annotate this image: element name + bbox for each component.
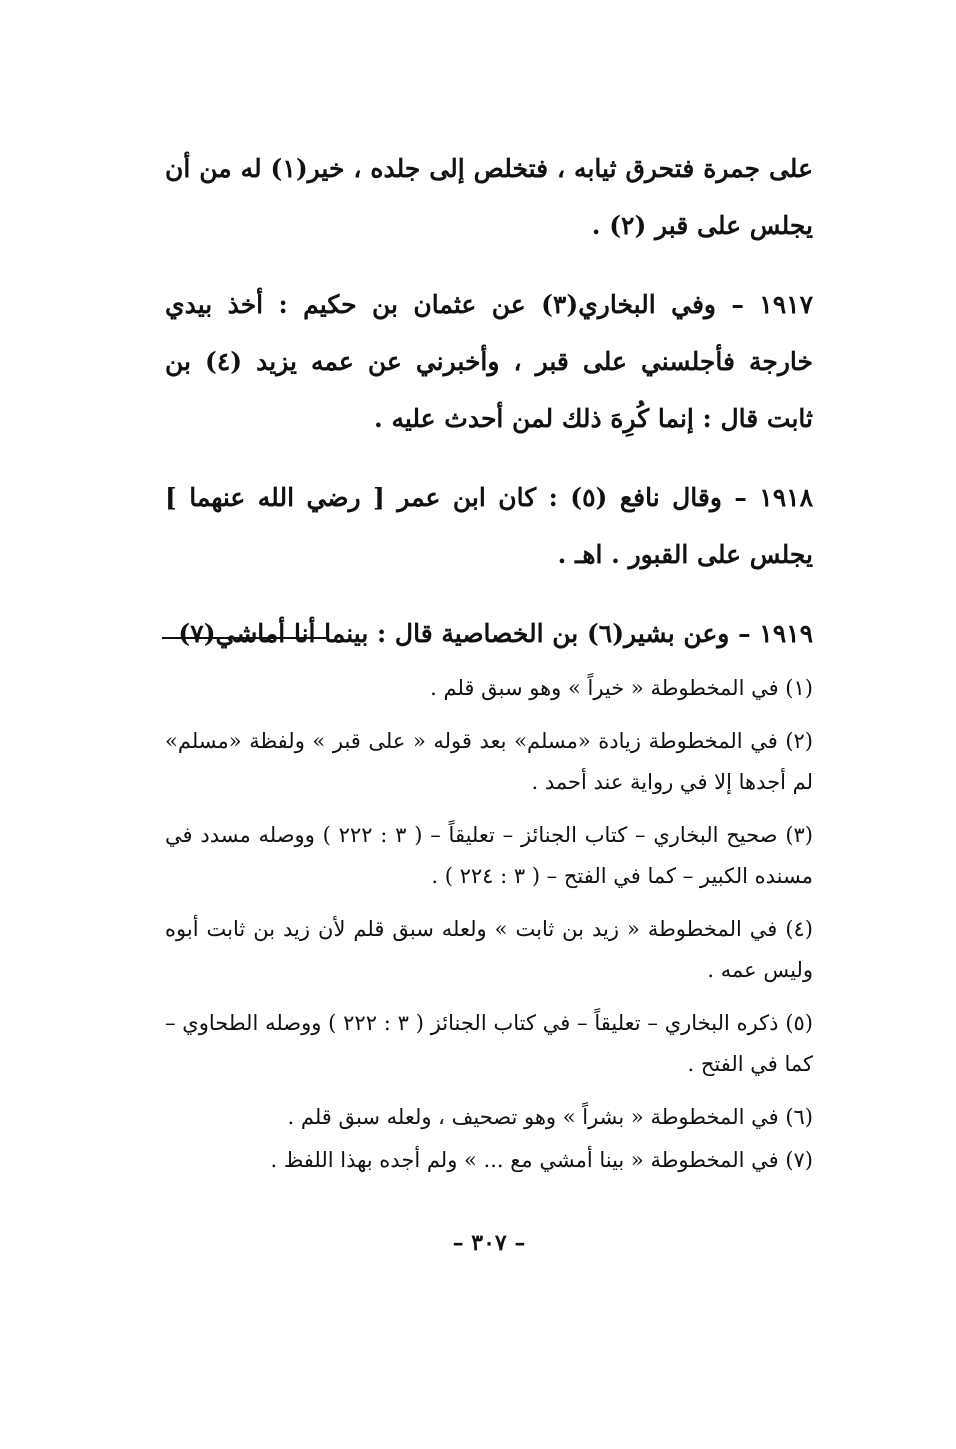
footnote-3: (٣) صحيح البخاري – كتاب الجنائز – تعليقاً – ( ٣ : ٢٢٢ ) ووصله مسدد في مسنده الكبير – كما في الفتح – ( ٣ : ٢٢٤ ) . [165,823,813,888]
footnote-6: (٦) في المخطوطة « بشراً » وهو تصحيف ، ولعله سبق قلم . [287,1105,813,1129]
paragraph-continuation: على جمرة فتحرق ثيابه ، فتخلص إلى جلده ، خير(١) له من أن يجلس على قبر (٢) . [165,154,813,240]
page-number: – ٣٠٧ – [452,1230,526,1256]
footnote-4: (٤) في المخطوطة « زيد بن ثابت » ولعله سبق قلم لأن زيد بن ثابت أبوه وليس عمه . [165,917,813,982]
paragraph-1918: ١٩١٨ – وقال نافع (٥) : كان ابن عمر [ رضي الله عنهما ] يجلس على القبور . اهـ . [165,483,813,569]
paragraph-1917: ١٩١٧ – وفي البخاري(٣) عن عثمان بن حكيم : أخذ بيدي خارجة فأجلسني على قبر ، وأخبرني عن عمه يزيد (٤) بن ثابت قال : إنما كُرِهَ ذلك لمن أحدث عليه . [165,290,813,433]
footnotes [165,668,813,1183]
paragraph-1919: ١٩١٩ – وعن بشير(٦) بن الخصاصية قال : بينما أنا أماشي(٧) [178,619,813,648]
main-text [165,140,813,662]
footnote-1: (١) في المخطوطة « خيراً » وهو سبق قلم . [430,676,813,700]
footnote-divider [162,637,326,639]
footnote-7: (٧) في المخطوطة « بينا أمشي مع ... » ولم أجده بهذا اللفظ . [270,1148,813,1172]
footnote-5: (٥) ذكره البخاري – تعليقاً – في كتاب الجنائز ( ٣ : ٢٢٢ ) ووصله الطحاوي – كما في الفتح . [165,1011,813,1076]
footnote-2: (٢) في المخطوطة زيادة «مسلم» بعد قوله « على قبر » ولفظة «مسلم» لم أجدها إلا في رواية عند أحمد . [165,729,813,794]
book-page [165,0,813,1449]
